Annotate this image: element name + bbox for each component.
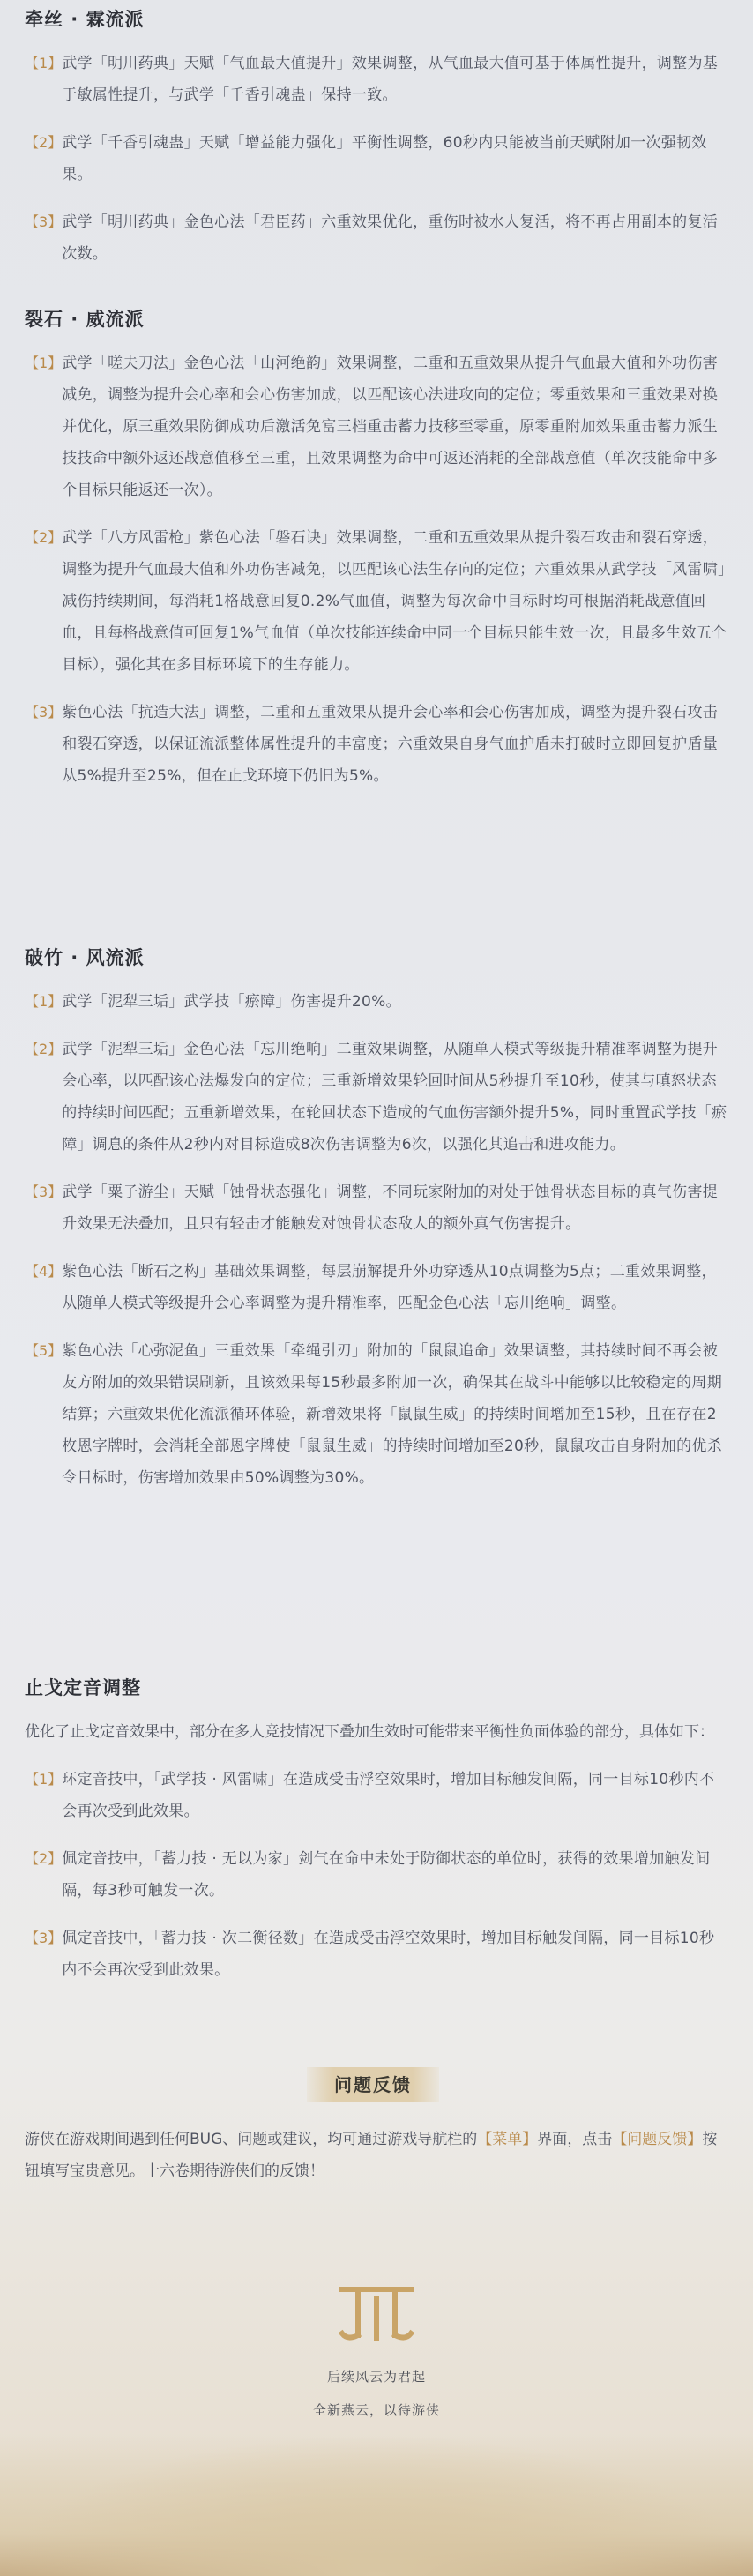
item-text: 环定音技中，「武学技 · 风雷啸」在造成受击浮空效果时，增加目标触发间隔，同一目标10秒内不会再次受到此效果。 [62, 1771, 715, 1820]
section-title: 破竹 · 风流派 [25, 947, 145, 968]
item-text: 武学「嗟夫刀法」金色心法「山河绝韵」效果调整，二重和五重效果从提升气血最大值和外功伤害减免，调整为提升会心率和会心伤害加成，以匹配该心法进攻向的定位；零重效果和三重效果对换并优化，原三重效果防御成功后激活免富三档重击蓄力技移至零重，原零重附加效果重击蓄力派生技技命中额外返还战意值移至三重，且效果调整为命中可返还消耗的全部战意值（单次技能命中多个目标只能返还一次）。 [62, 355, 719, 499]
item-text: 武学「明川药典」天赋「气血最大值提升」效果调整，从气血最大值可基于体属性提升，调整为基于敏属性提升，与武学「千香引魂蛊」保持一致。 [62, 55, 719, 104]
item-text: 武学「八方风雷枪」紫色心法「磐石诀」效果调整，二重和五重效果从提升裂石攻击和裂石穿透，调整为提升气血最大值和外功伤害减免，以匹配该心法生存向的定位；六重效果从武学技「风雷啸」减伤持续期间，每消耗1格战意回复0.2%气血值，调整为每次命中目标时均可根据消耗战意值回血，且每格战意值可回复1%气血值（单次技能连续命中同一个目标只能生效一次，且最多生效五个目标），强化其在多目标环境下的生存能力。 [62, 529, 727, 674]
list-item [25, 986, 728, 1018]
item-text: 武学「泥犁三垢」金色心法「忘川绝响」二重效果调整，从随单人模式等级提升精准率调整为提升会心率，以匹配该心法爆发向的定位；三重新增效果轮回时间从5秒提升至10秒，使其与嗔怒状态的持续时间匹配；五重新增效果，在轮回状态下造成的气血伤害额外提升5%，同时重置武学技「瘀障」调息的条件从2秒内对目标造成8次伤害调整为6次，以强化其追击和进攻能力。 [62, 1041, 727, 1154]
item-number: 【3】 [25, 704, 63, 721]
item-number: 【1】 [25, 355, 63, 371]
item-text: 紫色心法「心弥泥鱼」三重效果「牵绳引刃」附加的「鼠鼠追命」效果调整，其持续时间不再会被友方附加的效果错误刷新，且该效果每15秒最多附加一次，确保其在战斗中能够以比较稳定的周期结算；六重效果优化流派循环体验，新增效果将「鼠鼠生威」的持续时间增加至15秒，且在存在2枚恩字牌时，会消耗全部恩字牌使「鼠鼠生威」的持续时间增加至20秒，鼠鼠攻击自身附加的优杀令目标时，伤害增加效果由50%调整为30%。 [62, 1342, 723, 1487]
list-item [25, 1923, 728, 1986]
list-item [25, 522, 728, 681]
menu-link[interactable]: 【菜单】 [477, 2131, 538, 2148]
item-text: 紫色心法「抗造大法」调整，二重和五重效果从提升会心率和会心伤害加成，调整为提升裂石攻击和裂石穿透，以保证流派整体属性提升的丰富度；六重效果自身气血护盾未打破时立即回复护盾量从5%提升至25%，但在止戈环境下仍旧为5%。 [62, 704, 719, 785]
feedback-text-a: 游侠在游戏期间遇到任何BUG、问题或建议，均可通过游戏导航栏的 [25, 2131, 478, 2148]
list-item [25, 1764, 728, 1827]
list-item [25, 1256, 728, 1319]
item-text: 武学「千香引魂蛊」天赋「增益能力强化」平衡性调整，60秒内只能被当前天赋附加一次强韧效果。 [62, 134, 707, 183]
item-number: 【1】 [25, 1771, 63, 1788]
section-title: 裂石 · 威流派 [25, 309, 145, 330]
section-title: 止戈定音调整 [25, 1677, 141, 1699]
slogan-line-2: 全新燕云，以待游侠 [312, 2402, 440, 2418]
item-number: 【2】 [25, 529, 63, 546]
section-qiansi [25, 4, 728, 286]
list-item [25, 1335, 728, 1494]
item-number: 【2】 [25, 1850, 63, 1867]
list-item [25, 347, 728, 506]
item-number: 【1】 [25, 993, 63, 1010]
feedback-link[interactable]: 【问题反馈】 [612, 2131, 703, 2148]
item-text: 佩定音技中，「蓄力技 · 次二衡径数」在造成受击浮空效果时，增加目标触发间隔，同一目标10秒内不会再次受到此效果。 [62, 1930, 715, 1979]
item-text: 紫色心法「断石之构」基础效果调整，每层崩解提升外功穿透从10点调整为5点；二重效果调整，从随单人模式等级提升会心率调整为提升精准率，匹配金色心法「忘川绝响」调整。 [62, 1263, 717, 1312]
section-lieshi [25, 303, 728, 808]
section-zhige [25, 1672, 728, 2002]
item-text: 武学「泥犁三垢」武学技「瘀障」伤害提升20%。 [62, 993, 401, 1011]
item-number: 【2】 [25, 134, 63, 151]
list-item [25, 206, 728, 270]
bottom-decoration [0, 2434, 753, 2576]
feedback-text [25, 2124, 728, 2187]
list-item [25, 1843, 728, 1907]
list-item [25, 1176, 728, 1240]
feedback-text-b: 界面，点击 [537, 2131, 613, 2148]
list-item [25, 127, 728, 190]
item-text: 佩定音技中，「蓄力技 · 无以为家」剑气在命中未处于防御状态的单位时，获得的效果增加触发间隔，每3秒可触发一次。 [62, 1850, 711, 1900]
section-intro: 优化了止戈定音效果中，部分在多人竞技情况下叠加生效时可能带来平衡性负面体验的部分，具体如下： [25, 1723, 714, 1741]
section-pozhu [25, 942, 728, 1510]
feedback-title: 问题反馈 [307, 2067, 439, 2102]
item-number: 【2】 [25, 1041, 63, 1057]
feedback-text-c: 按钮填写宝贵意见。十六卷期待游侠们的反馈！ [25, 2131, 718, 2180]
list-item [25, 48, 728, 111]
item-number: 【4】 [25, 1263, 63, 1280]
list-item [25, 1034, 728, 1161]
item-text: 武学「粟子游尘」天赋「蚀骨状态强化」调整，不同玩家附加的对处于蚀骨状态目标的真气伤害提升效果无法叠加，且只有轻击才能触发对蚀骨状态敌人的额外真气伤害提升。 [62, 1183, 719, 1233]
item-number: 【3】 [25, 1183, 63, 1200]
item-text: 武学「明川药典」金色心法「君臣药」六重效果优化，重伤时被水人复活，将不再占用副本的复活次数。 [62, 213, 719, 263]
item-number: 【3】 [25, 213, 63, 230]
item-number: 【5】 [25, 1342, 63, 1359]
item-number: 【1】 [25, 55, 63, 71]
game-logo-icon [335, 2282, 418, 2344]
slogan-line-1: 后续风云为君起 [326, 2369, 426, 2385]
item-number: 【3】 [25, 1930, 63, 1946]
section-title: 牵丝 · 霖流派 [25, 9, 145, 30]
list-item [25, 697, 728, 792]
